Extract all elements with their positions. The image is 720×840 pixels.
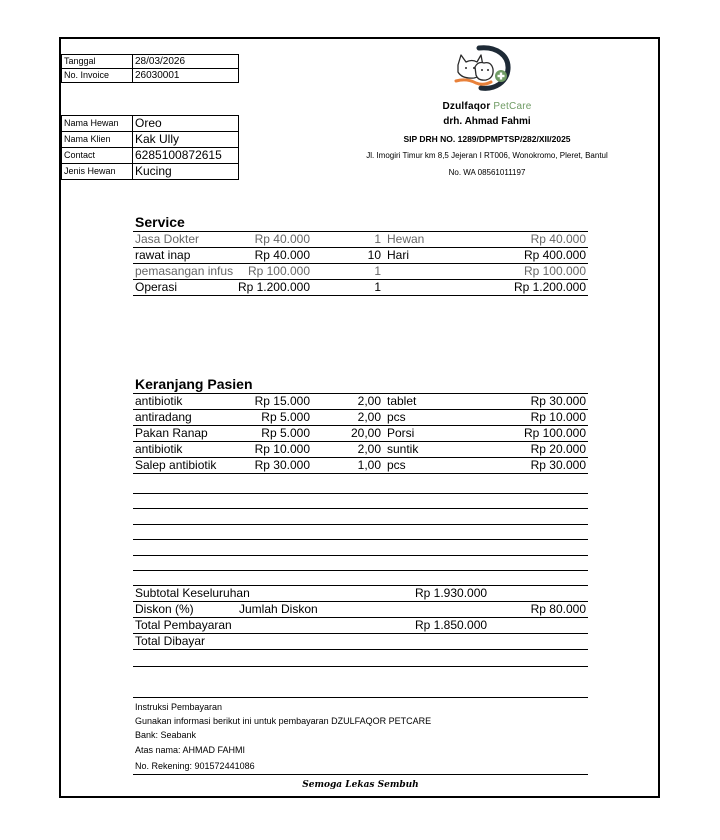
client-name-value: Kak Ully [133,132,239,148]
table-row [133,426,588,442]
clinic-name-main: Dzulfaqor [442,101,491,112]
table-row [133,458,588,474]
item-name: Salep antibiotik [135,458,217,472]
subtotal-row [133,586,588,602]
item-name: antibiotik [135,442,183,456]
item-total: Rp 400.000 [523,248,586,262]
cart-title: Keranjang Pasien [135,376,253,392]
blank-line [133,524,588,525]
item-total: Rp 10.000 [530,410,586,424]
cart-table [133,393,588,474]
item-qty: 1 [374,232,381,246]
item-unit: suntik [387,442,419,456]
item-price: Rp 5.000 [261,426,310,440]
item-name: Pakan Ranap [135,426,208,440]
item-price: Rp 1.200.000 [237,280,310,294]
item-price: Rp 40.000 [254,248,310,262]
item-price: Rp 10.000 [254,442,310,456]
item-total: Rp 100.000 [523,426,586,440]
pet-name-row [62,116,239,132]
subtotal-label: Subtotal Keseluruhan [135,586,250,600]
item-total: Rp 40.000 [530,232,586,246]
paid-label: Total Dibayar [135,634,206,648]
discount-row [133,602,588,618]
total-label: Total Pembayaran [135,618,232,632]
bank-name: Bank: Seabank [135,730,197,740]
species-label: Jenis Hewan [62,164,133,180]
table-row [133,232,588,248]
item-name: Jasa Dokter [135,232,200,246]
table-row [133,280,588,296]
item-total: Rp 20.000 [530,442,586,456]
item-price: Rp 15.000 [254,394,310,408]
blank-line [133,508,588,509]
item-total: Rp 30.000 [530,394,586,408]
pet-name-value: Oreo [133,116,239,132]
blank-line [133,555,588,556]
discount-amount-label: Jumlah Diskon [239,602,318,616]
item-qty: 1,00 [357,458,381,472]
item-total: Rp 30.000 [530,458,586,472]
invoice-info-table [61,54,239,83]
sip-number: SIP DRH NO. 1289/DPMPTSP/282/XII/2025 [403,134,571,144]
blank-line [133,493,588,494]
total-value: Rp 1.850.000 [415,618,488,632]
clinic-name-accent: PetCare [493,101,532,112]
item-unit: Porsi [387,426,415,440]
subtotal-value: Rp 1.930.000 [415,586,488,600]
discount-value: Rp 80.000 [530,602,586,616]
item-qty: 2,00 [357,394,381,408]
service-title: Service [135,214,185,230]
item-qty: 1 [374,264,381,278]
item-unit: pcs [387,410,406,424]
clinic-logo-icon [453,45,515,91]
blank-line [133,666,588,667]
table-row [133,248,588,264]
item-qty: 2,00 [357,410,381,424]
item-price: Rp 100.000 [247,264,310,278]
footer-divider [133,774,588,775]
item-name: pemasangan infus [135,264,234,278]
clinic-name [334,101,640,112]
doctor-name: drh. Ahmad Fahmi [443,116,531,127]
patient-info-table [61,115,239,180]
contact-row [62,148,239,164]
item-qty: 20,00 [350,426,381,440]
item-total: Rp 1.200.000 [513,280,586,294]
service-table [133,231,588,296]
clinic-whatsapp: No. WA 08561011197 [448,168,526,177]
discount-label: Diskon (%) [135,602,194,616]
item-unit: pcs [387,458,406,472]
item-name: rawat inap [135,248,191,262]
item-qty: 2,00 [357,442,381,456]
client-name-row [62,132,239,148]
contact-label: Contact [62,148,133,164]
account-name: Atas nama: AHMAD FAHMI [135,745,246,755]
item-unit: Hewan [387,232,425,246]
item-qty: 1 [374,280,381,294]
payment-title: Instruksi Pembayaran [135,702,223,712]
item-name: Operasi [135,280,178,294]
invoice-number-row [62,69,239,83]
species-row [62,164,239,180]
item-total: Rp 100.000 [523,264,586,278]
blank-line [133,570,588,571]
table-row [133,442,588,458]
total-row [133,618,588,634]
blank-line [133,697,588,698]
client-name-label: Nama Klien [62,132,133,148]
invoice-date-row [62,55,239,69]
item-unit: Hari [387,248,410,262]
table-row [133,264,588,280]
invoice-number-value: 26030001 [133,69,239,83]
invoice-number-label: No. Invoice [62,69,133,83]
pet-name-label: Nama Hewan [62,116,133,132]
table-row [133,410,588,426]
table-row [133,394,588,410]
item-price: Rp 30.000 [254,458,310,472]
item-qty: 10 [367,248,381,262]
item-price: Rp 40.000 [254,232,310,246]
closing-message: Semoga Lekas Sembuh [302,780,419,790]
payment-info: Gunakan informasi berikut ini untuk pembayaran DZULFAQOR PETCARE [135,716,432,726]
invoice-date-value: 28/03/2026 [133,55,239,69]
species-value: Kucing [133,164,239,180]
item-unit: tablet [387,394,417,408]
paid-row [133,634,588,650]
item-name: antiradang [135,410,192,424]
contact-value: 6285100872615 [133,148,239,164]
blank-line [133,539,588,540]
account-number: No. Rekening: 901572441086 [135,761,255,771]
clinic-address: Jl. Imogiri Timur km 8,5 Jejeran I RT006, Wonokromo, Pleret, Bantul [366,151,608,160]
item-price: Rp 5.000 [261,410,310,424]
invoice-date-label: Tanggal [62,55,133,69]
item-name: antibiotik [135,394,183,408]
